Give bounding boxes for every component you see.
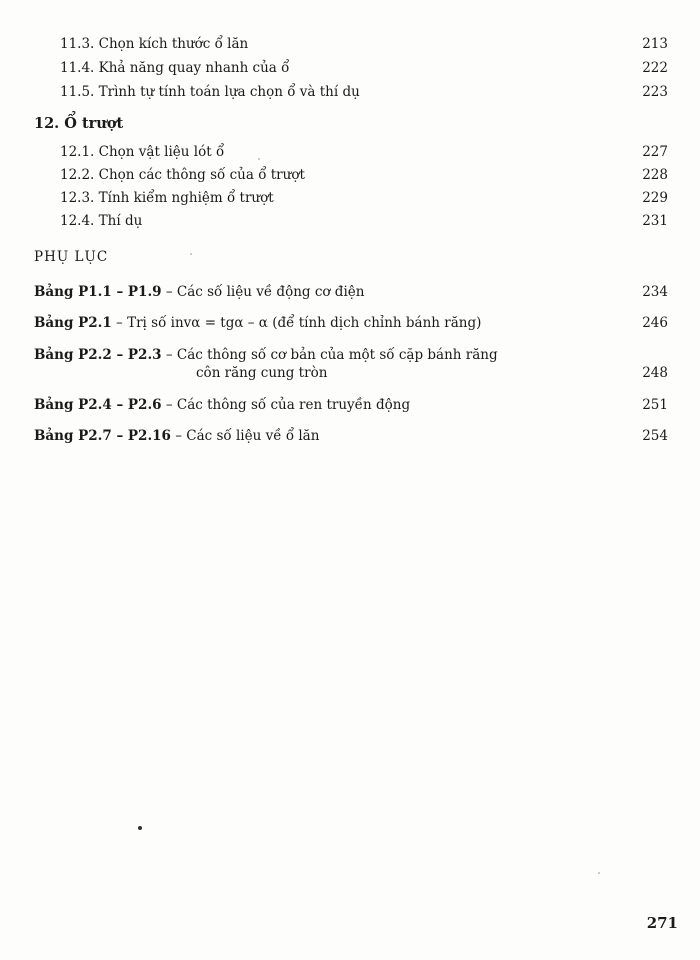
table-code: Bảng P2.7 – P2.16 (34, 428, 171, 444)
toc-entry-page: 231 (642, 213, 668, 229)
scan-speck (190, 253, 192, 255)
toc-entry-label: 12.4. Thí dụ (60, 213, 143, 229)
toc-entry-page: 251 (642, 397, 668, 413)
toc-entry-page: 223 (642, 84, 668, 100)
toc-entry-page: 228 (642, 167, 668, 183)
table-desc: – Các thông số cơ bản của một số cặp bánh răng (161, 347, 498, 363)
table-code: Bảng P1.1 – P1.9 (34, 284, 162, 300)
toc-entry-label: 12.1. Chọn vật liệu lót ổ (60, 144, 225, 160)
toc-entry-label: 11.3. Chọn kích thước ổ lăn (60, 36, 249, 52)
table-desc: – Các số liệu về ổ lăn (170, 428, 320, 444)
scan-speck (598, 872, 600, 874)
toc-entry-page: 248 (642, 365, 668, 381)
toc-entry-11-5 (0, 81, 700, 103)
table-desc: – Các thông số của ren truyền động (161, 397, 411, 413)
toc-entry-page: 213 (642, 36, 668, 52)
scan-speck (258, 158, 260, 160)
toc-entry-label: 12.2. Chọn các thông số của ổ trượt (60, 167, 305, 183)
table-code: Bảng P2.1 (34, 315, 112, 331)
table-code: Bảng P2.4 – P2.6 (34, 397, 162, 413)
page-number: 271 (646, 914, 678, 932)
toc-entry-label: 12.3. Tính kiểm nghiệm ổ trượt (60, 190, 274, 206)
table-desc: – Các số liệu về động cơ điện (161, 284, 365, 300)
toc-entry-page: 229 (642, 190, 668, 206)
toc-appendix-heading (0, 246, 700, 268)
scan-speck (138, 826, 142, 830)
toc-entry-12-2 (0, 164, 700, 186)
toc-table-p2-1 (0, 312, 700, 334)
appendix-title: PHỤ LỤC (34, 249, 109, 265)
toc-entry-11-4 (0, 57, 700, 79)
table-code: Bảng P2.2 – P2.3 (34, 347, 162, 363)
chapter-title: 12. Ổ trượt (34, 115, 124, 132)
toc-entry-12-3 (0, 187, 700, 209)
toc-entry-page: 227 (642, 144, 668, 160)
toc-entry-label: 11.5. Trình tự tính toán lựa chọn ổ và thí dụ (60, 84, 360, 100)
toc-entry-page: 246 (642, 315, 668, 331)
toc-entry-page: 234 (642, 284, 668, 300)
toc-table-p2-4 (0, 394, 700, 416)
toc-table-p1 (0, 281, 700, 303)
toc-entry-11-3 (0, 33, 700, 55)
toc-entry-label: 11.4. Khả năng quay nhanh của ổ (60, 60, 290, 76)
table-desc-continuation: côn răng cung tròn (196, 365, 328, 381)
toc-entry-12-4 (0, 210, 700, 232)
toc-entry-page: 222 (642, 60, 668, 76)
toc-table-p2-2-continued (0, 362, 700, 384)
toc-table-p2-7 (0, 425, 700, 447)
toc-chapter-12 (0, 113, 700, 135)
table-desc: – Trị số invα = tgα – α (để tính dịch chỉnh bánh răng) (111, 315, 482, 331)
toc-entry-page: 254 (642, 428, 668, 444)
toc-entry-12-1 (0, 141, 700, 163)
